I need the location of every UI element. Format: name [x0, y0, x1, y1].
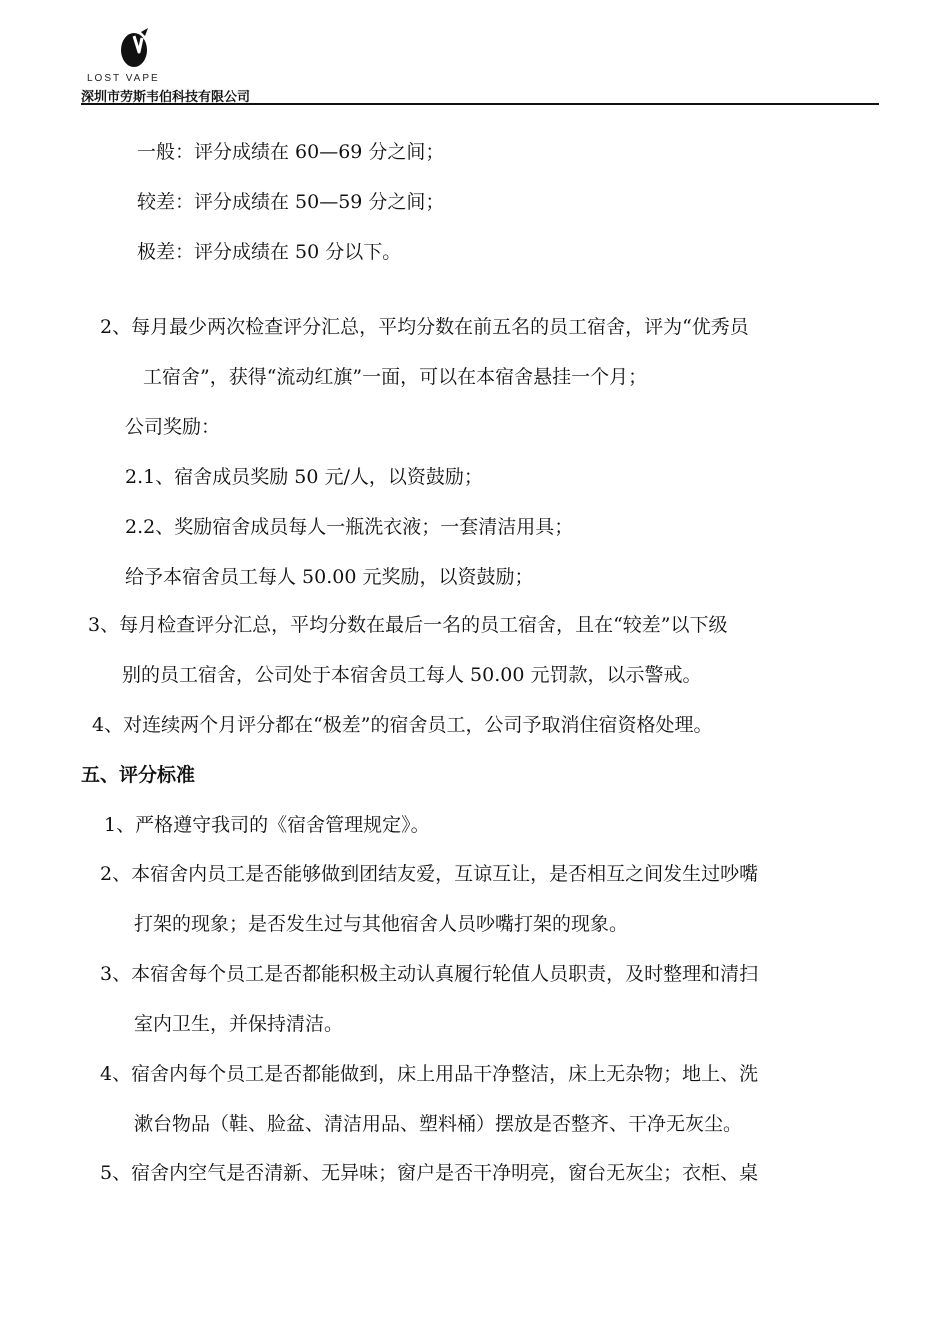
- standard-2-line-2: 打架的现象；是否发生过与其他宿舍人员吵嘴打架的现象。: [134, 913, 629, 935]
- standard-4-line-2: 漱台物品（鞋、脸盆、清洁用品、塑料桶）摆放是否整齐、干净无灰尘。: [134, 1113, 743, 1135]
- standard-4-line-1: 4、宿舍内每个员工是否都能做到，床上用品干净整洁，床上无杂物；地上、洗: [100, 1063, 759, 1085]
- standard-1-line: 1、严格遵守我司的《宿舍管理规定》。: [104, 814, 430, 836]
- item-4-line: 4、对连续两个月评分都在“极差”的宿舍员工，公司予取消住宿资格处理。: [92, 714, 713, 736]
- brand-wordmark: LOST VAPE: [87, 73, 160, 84]
- grade-poor-line: 较差：评分成绩在 50—59 分之间；: [137, 191, 445, 213]
- item-3-line-1: 3、每月检查评分汇总，平均分数在最后一名的员工宿舍，且在“较差”以下级: [88, 614, 728, 636]
- item-2-line-1: 2、每月最少两次检查评分汇总，平均分数在前五名的员工宿舍，评为“优秀员: [100, 316, 749, 338]
- lost-vape-logo-icon: [112, 26, 160, 72]
- standard-5-line-1: 5、宿舍内空气是否清新、无异味；窗户是否干净明亮，窗台无灰尘；衣柜、桌: [100, 1162, 759, 1184]
- reward-2-2-line: 2.2、奖励宿舍成员每人一瓶洗衣液；一套清洁用具；: [125, 516, 574, 538]
- grade-average-line: 一般：评分成绩在 60—69 分之间；: [137, 141, 445, 163]
- header-divider: [81, 103, 879, 105]
- reward-cash-line: 给予本宿舍员工每人 50.00 元奖励，以资鼓励；: [125, 566, 534, 588]
- reward-2-1-line: 2.1、宿舍成员奖励 50 元/人，以资鼓励；: [125, 466, 483, 488]
- page-header: [0, 0, 950, 110]
- section-title-scoring-standard: 五、评分标准: [81, 764, 196, 786]
- company-name: 深圳市劳斯韦伯科技有限公司: [81, 89, 251, 104]
- item-2-line-2: 工宿舍”，获得“流动红旗”一面，可以在本宿舍悬挂一个月；: [143, 366, 648, 388]
- company-reward-heading: 公司奖励：: [125, 416, 221, 438]
- standard-3-line-1: 3、本宿舍每个员工是否都能积极主动认真履行轮值人员职责，及时整理和清扫: [100, 963, 759, 985]
- item-3-line-2: 别的员工宿舍，公司处于本宿舍员工每人 50.00 元罚款，以示警戒。: [122, 664, 702, 686]
- grade-very-poor-line: 极差：评分成绩在 50 分以下。: [137, 241, 402, 263]
- standard-2-line-1: 2、本宿舍内员工是否能够做到团结友爱，互谅互让，是否相互之间发生过吵嘴: [100, 863, 759, 885]
- standard-3-line-2: 室内卫生，并保持清洁。: [134, 1013, 344, 1035]
